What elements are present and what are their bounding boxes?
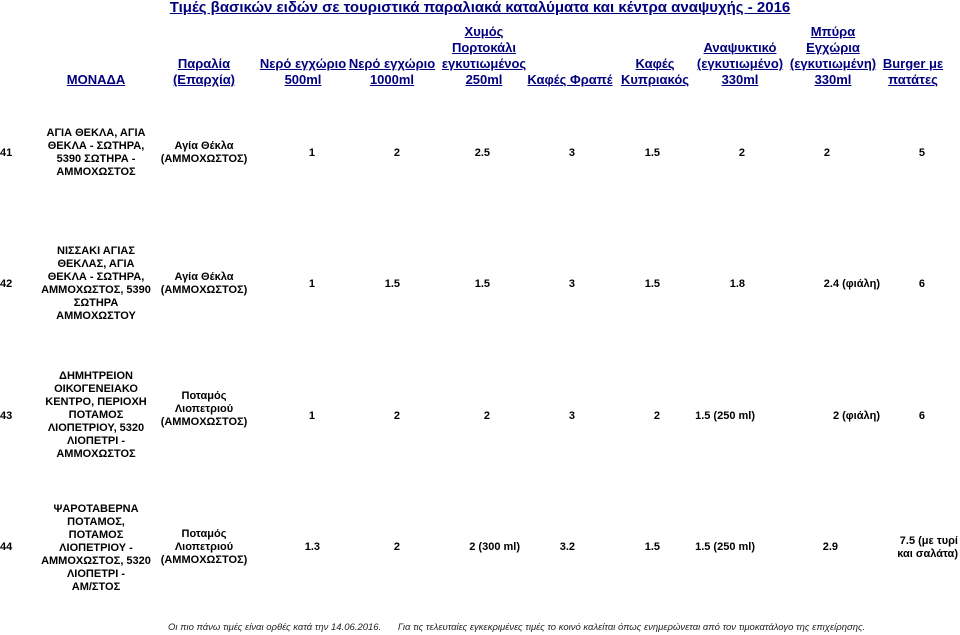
price-water-500: 1 — [308, 147, 315, 159]
price-beer: 2.4 (φιάλη) — [823, 278, 880, 290]
row-number: 42 — [0, 278, 13, 290]
price-beer: 2 — [823, 147, 830, 159]
unit-name: ΨΑΡΟΤΑΒΕΡΝΑ ΠΟΤΑΜΟΣ, ΠΟΤΑΜΟΣ ΛΙΟΠΕΤΡΙΟΥ - ΑΜΜΟΧΩΣΤΟΣ, 5320 ΛΙΟΠΕΤΡΙ - ΑΜ/ΣΤΟΣ — [41, 503, 151, 593]
price-soft-drink: 1.5 (250 ml) — [695, 410, 755, 422]
beach-area: Αγία Θέκλα (ΑΜΜΟΧΩΣΤΟΣ) — [160, 271, 248, 296]
header-beach: Παραλία (Επαρχία) — [172, 56, 236, 87]
price-burger: 7.5 (με τυρί και σαλάτα) — [897, 535, 958, 560]
price-frappe: 3.2 — [559, 541, 575, 553]
price-water-500: 1.3 — [304, 541, 320, 553]
price-beer: 2 (φιάλη) — [832, 410, 880, 422]
price-cypriot-coffee: 1.5 — [644, 541, 660, 553]
price-cypriot-coffee: 1.5 — [644, 147, 660, 159]
price-burger: 6 — [918, 410, 925, 422]
price-burger: 5 — [918, 147, 925, 159]
row-number: 41 — [0, 147, 13, 159]
row-number: 43 — [0, 410, 13, 422]
price-water-500: 1 — [308, 410, 315, 422]
price-frappe: 3 — [568, 147, 575, 159]
header-water-500: Νερό εγχώριο 500ml — [259, 56, 347, 87]
footnote — [168, 622, 865, 633]
price-water-1000: 2 — [393, 147, 400, 159]
header-beer: Μπύρα Εγχώρια (εγκυτιωμένη) 330ml — [789, 24, 877, 87]
row-number: 44 — [0, 541, 13, 553]
price-burger: 6 — [918, 278, 925, 290]
price-frappe: 3 — [568, 410, 575, 422]
price-orange-juice: 2 — [483, 410, 490, 422]
price-water-1000: 2 — [393, 541, 400, 553]
price-cypriot-coffee: 2 — [653, 410, 660, 422]
price-water-1000: 2 — [393, 410, 400, 422]
price-orange-juice: 2.5 — [474, 147, 490, 159]
beach-area: Αγία Θέκλα (ΑΜΜΟΧΩΣΤΟΣ) — [160, 140, 248, 165]
unit-name: ΑΓΙΑ ΘΕΚΛΑ, ΑΓΙΑ ΘΕΚΛΑ - ΣΩΤΗΡΑ, 5390 ΣΩΤΗΡΑ - ΑΜΜΟΧΩΣΤΟΣ — [46, 127, 146, 178]
header-unit: ΜΟΝΑΔΑ — [66, 72, 126, 87]
unit-name: ΔΗΜΗΤΡΕΙΟΝ ΟΙΚΟΓΕΝΕΙΑΚΟ ΚΕΝΤΡΟ, ΠΕΡΙΟΧΗ ΠΟΤΑΜΟΣ ΛΙΟΠΕΤΡΙΟΥ, 5320 ΛΙΟΠΕΤΡΙ - ΑΜΜΟΧΩΣΤΟΣ — [45, 370, 147, 460]
footnote-disclaimer: Για τις τελευταίες εγκεκριμένες τιμές το κοινό καλείται όπως ενημερώνεται από τον τιμοκατάλογο της επιχείρησης. — [397, 622, 866, 633]
price-orange-juice: 2 (300 ml) — [469, 541, 520, 553]
beach-area: Ποταμός Λιοπετριού (ΑΜΜΟΧΩΣΤΟΣ) — [160, 528, 248, 566]
header-cypriot-coffee: Καφές Κυπριακός — [620, 56, 690, 87]
price-water-500: 1 — [308, 278, 315, 290]
price-orange-juice: 1.5 — [474, 278, 490, 290]
price-soft-drink: 2 — [738, 147, 745, 159]
price-cypriot-coffee: 1.5 — [644, 278, 660, 290]
header-burger: Burger με πατάτες — [882, 56, 944, 87]
price-frappe: 3 — [568, 278, 575, 290]
footnote-date: Οι πιο πάνω τιμές είναι ορθές κατά την 14.06.2016. — [168, 622, 382, 633]
beach-area: Ποταμός Λιοπετριού (ΑΜΜΟΧΩΣΤΟΣ) — [160, 390, 248, 428]
header-water-1000: Νερό εγχώριο 1000ml — [348, 56, 436, 87]
price-soft-drink: 1.8 — [729, 278, 745, 290]
header-soft-drink: Αναψυκτικό (εγκυτιωμένο) 330ml — [696, 40, 784, 87]
price-beer: 2.9 — [822, 541, 838, 553]
price-water-1000: 1.5 — [384, 278, 400, 290]
header-orange-juice: Χυμός Πορτοκάλι εγκυτιωμένος 250ml — [441, 24, 527, 87]
price-soft-drink: 1.5 (250 ml) — [695, 541, 755, 553]
header-frappe: Καφές Φραπέ — [527, 72, 613, 87]
unit-name: ΝΙΣΣΑΚΙ ΑΓΙΑΣ ΘΕΚΛΑΣ, ΑΓΙΑ ΘΕΚΛΑ - ΣΩΤΗΡΑ, ΑΜΜΟΧΩΣΤΟΣ, 5390 ΣΩΤΗΡΑ ΑΜΜΟΧΩΣΤΟΥ — [41, 245, 151, 322]
page-title: Τιμές βασικών ειδών σε τουριστικά παραλιακά καταλύματα και κέντρα αναψυχής - 2016 — [169, 0, 791, 16]
